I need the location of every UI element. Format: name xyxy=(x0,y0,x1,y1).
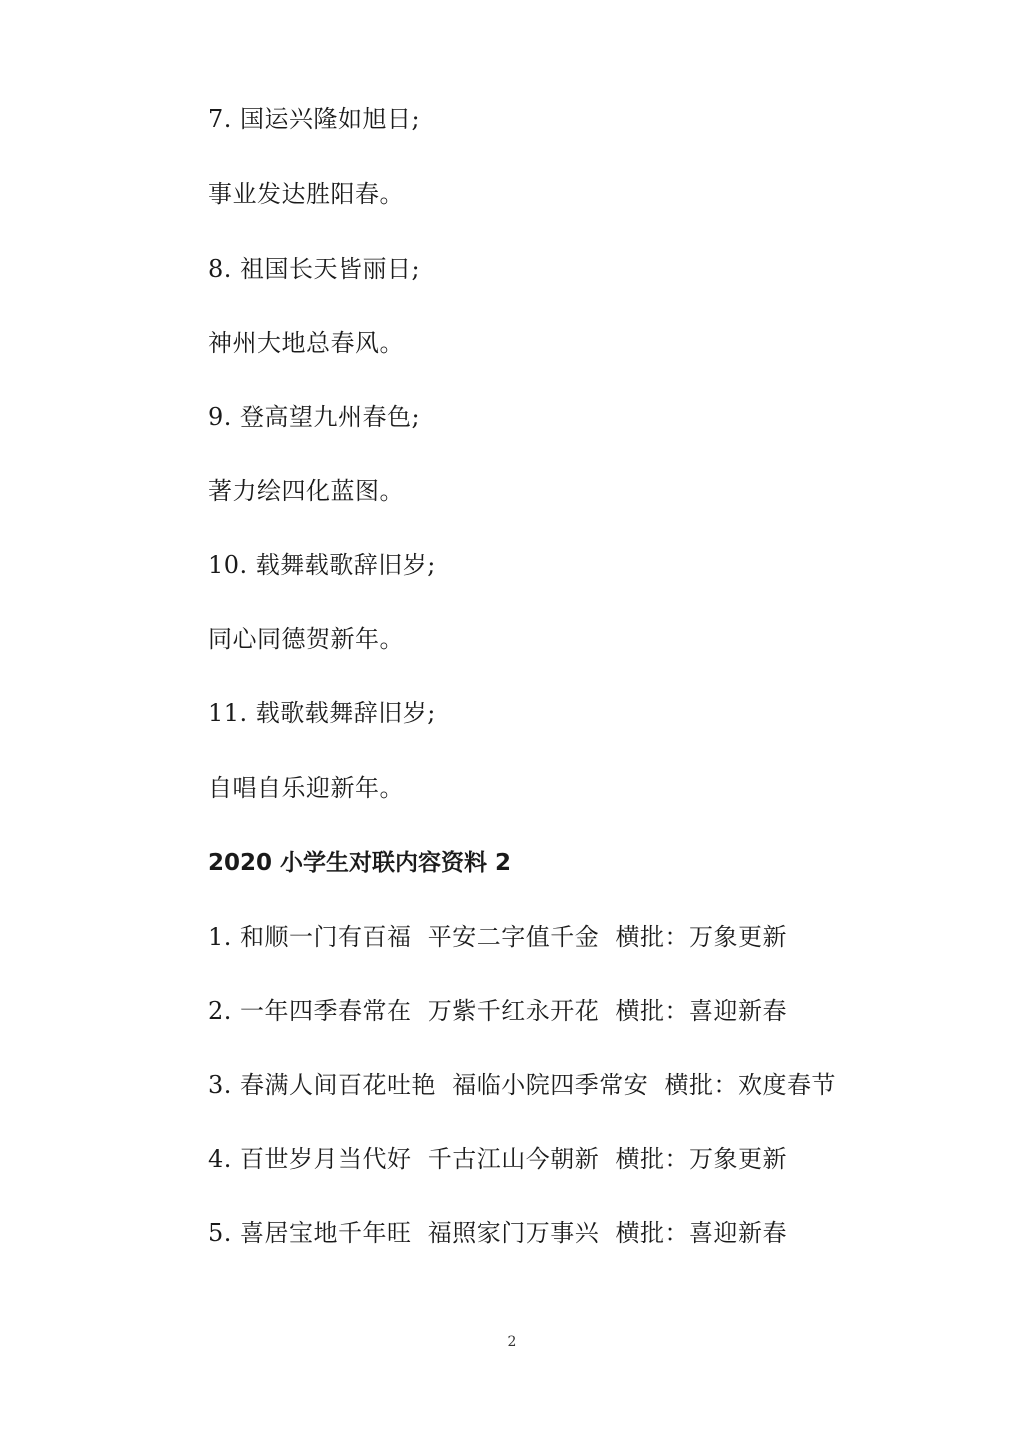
page-number: 2 xyxy=(507,1334,517,1350)
couplet-line: 神州大地总春风。 xyxy=(208,329,404,357)
couplet-line: 同心同德贺新年。 xyxy=(208,625,404,653)
couplet-line: 7. 国运兴隆如旭日; xyxy=(208,105,421,133)
couplet-line: 1. 和顺一门有百福 平安二字值千金 横批：万象更新 xyxy=(208,923,788,951)
couplet-line: 事业发达胜阳春。 xyxy=(208,180,404,208)
couplet-line: 2. 一年四季春常在 万紫千红永开花 横批：喜迎新春 xyxy=(208,997,788,1025)
couplet-line: 著力绘四化蓝图。 xyxy=(208,477,404,505)
couplet-line: 4. 百世岁月当代好 千古江山今朝新 横批：万象更新 xyxy=(208,1145,788,1173)
couplet-line: 9. 登高望九州春色; xyxy=(208,403,421,431)
couplet-line: 5. 喜居宝地千年旺 福照家门万事兴 横批：喜迎新春 xyxy=(208,1219,788,1247)
couplet-line: 自唱自乐迎新年。 xyxy=(208,774,404,802)
couplet-line: 3. 春满人间百花吐艳 福临小院四季常安 横批：欢度春节 xyxy=(208,1071,837,1099)
couplet-line: 8. 祖国长天皆丽日; xyxy=(208,255,421,283)
couplet-line: 10. 载舞载歌辞旧岁; xyxy=(208,551,436,579)
couplet-line: 11. 载歌载舞辞旧岁; xyxy=(208,699,436,727)
section-heading: 2020 小学生对联内容资料 2 xyxy=(208,850,512,876)
